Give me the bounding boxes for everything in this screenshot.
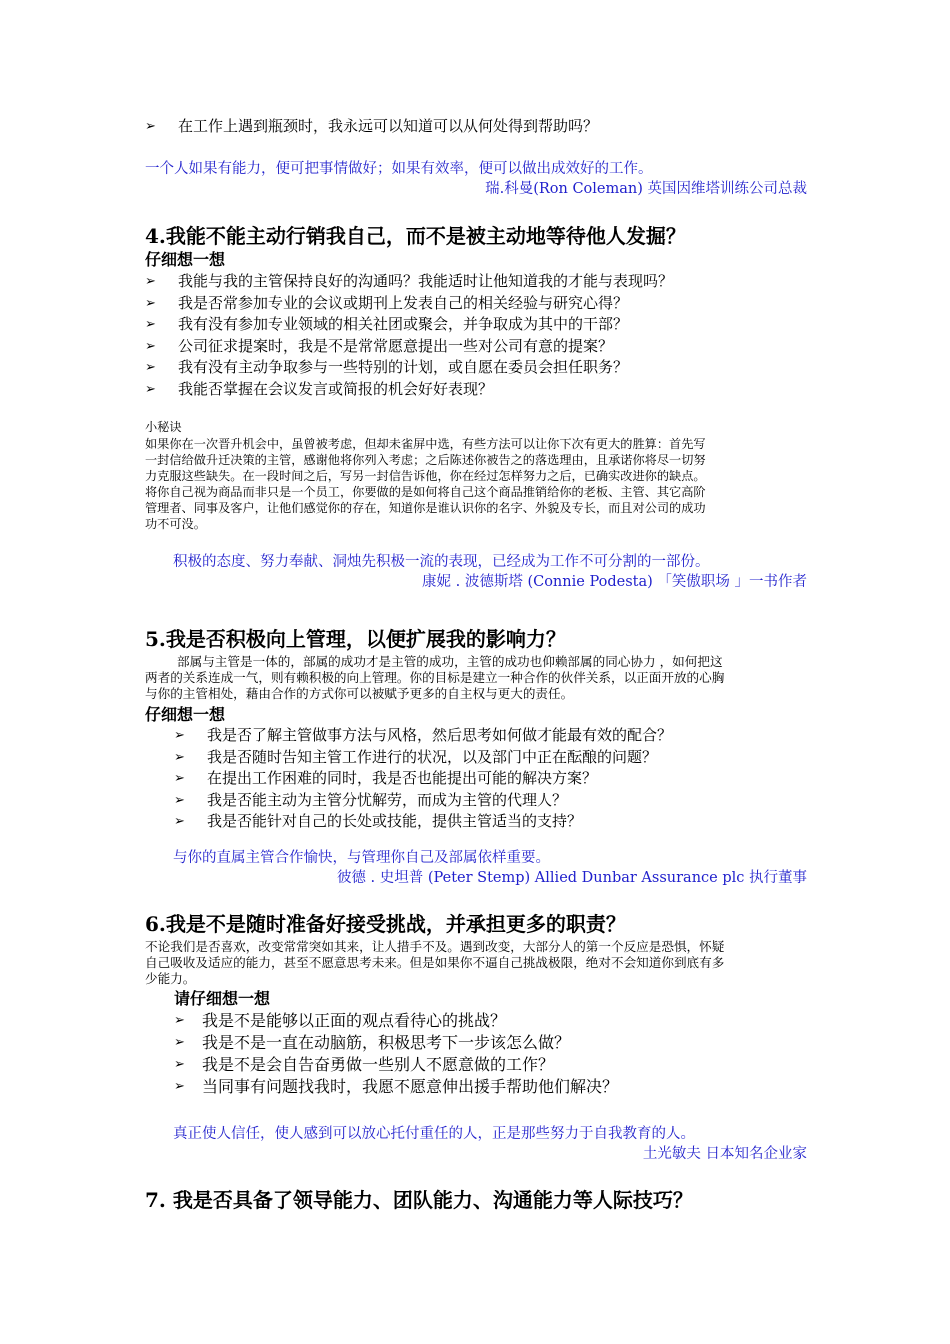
list-item: ➢ 在提出工作困难的同时，我是否也能提出可能的解决方案？ xyxy=(174,768,807,790)
section-6-heading: 6.我是不是随时准备好接受挑战，并承担更多的职责？ xyxy=(145,912,626,936)
list-item: ➢ 我是否能主动为主管分忧解劳，而成为主管的代理人？ xyxy=(174,790,807,812)
arrow-bullet-icon: ➢ xyxy=(174,1057,185,1072)
list-item: ➢ 我有没有参加专业领域的相关社团或聚会，并争取成为其中的干部？ xyxy=(145,314,807,336)
arrow-bullet-icon: ➢ xyxy=(145,338,156,354)
arrow-bullet-icon: ➢ xyxy=(145,295,156,311)
list-item: ➢ 公司征求提案时，我是不是常常愿意提出一些对公司有意的提案？ xyxy=(145,336,807,358)
arrow-bullet-icon: ➢ xyxy=(145,317,156,332)
list-item: ➢ 我是否随时告知主管工作进行的状况，以及部门中正在酝酿的问题？ xyxy=(174,747,807,769)
section-5-subheading: 仔细想一想 xyxy=(145,705,226,724)
list-item: ➢ 我能否掌握在会议发言或简报的机会好好表现？ xyxy=(145,379,807,401)
arrow-bullet-icon: ➢ xyxy=(174,1013,185,1028)
section-4-attribution: 康妮 . 波德斯塔 (Connie Podesta) 「笑傲职场 」一书作者 xyxy=(422,574,807,590)
list-item: ➢ 当同事有问题找我时，我愿不愿意伸出援手帮助他们解决？ xyxy=(174,1077,619,1096)
section-6-list xyxy=(174,1010,807,1098)
arrow-bullet-icon: ➢ xyxy=(174,1079,185,1094)
section-5-quote: 与你的直属主管合作愉快，与管理你自己及部属依样重要。 彼德 . 史坦普 (Peter Stemp) Allied Dunbar Assurance plc 执行董事 xyxy=(145,848,807,888)
section-6-attribution: 土光敏夫 日本知名企业家 xyxy=(642,1146,807,1162)
section-5-heading: 5.我是否积极向上管理，以便扩展我的影响力？ xyxy=(145,627,566,651)
section-5-attribution: 彼德 . 史坦普 (Peter Stemp) Allied Dunbar Assurance plc 执行董事 xyxy=(336,870,807,886)
list-item: ➢ 我是不是能够以正面的观点看待心的挑战？ xyxy=(174,1011,507,1030)
section-5-paragraph: 部属与主管是一体的，部属的成功才是主管的成功，主管的成功也仰赖部属的同心协力 ，如何把这 两者的关系连成一气，则有赖积极的向上管理。你的目标是建立一种合作的伙伴关系，以正面开放的心胸 与你的主管相处，藉由合作的方式你可以被赋予更多的自主权与更大的责任。 xyxy=(145,654,725,701)
arrow-bullet-icon: ➢ xyxy=(145,119,156,134)
list-item: ➢ 我是否能针对自己的长处或技能，提供主管适当的支持？ xyxy=(174,811,807,833)
arrow-bullet-icon: ➢ xyxy=(145,381,156,397)
list-item: ➢ 我有没有主动争取参与一些特别的计划，或自愿在委员会担任职务？ xyxy=(145,357,807,379)
arrow-bullet-icon: ➢ xyxy=(174,814,185,829)
intro-item: ➢ 在工作上遇到瓶颈时，我永远可以知道可以从何处得到帮助吗？ xyxy=(145,116,807,138)
intro-attribution: 瑞.科曼(Ron Coleman) 英国因维塔训练公司总裁 xyxy=(485,181,807,197)
section-4-subheading: 仔细想一想 xyxy=(145,250,226,269)
list-item: ➢ 我能与我的主管保持良好的沟通吗？我能适时让他知道我的才能与表现吗？ xyxy=(145,271,807,293)
tip-title: 小秘诀 xyxy=(145,420,182,434)
list-item: ➢ 我是否常参加专业的会议或期刊上发表自己的相关经验与研究心得？ xyxy=(145,293,807,315)
arrow-bullet-icon: ➢ xyxy=(174,792,185,808)
section-4-quote: 积极的态度、努力奉献、洞烛先积极一流的表现，已经成为工作不可分割的一部份。 康妮 . 波德斯塔 (Connie Podesta) 「笑傲职场 」一书作者 xyxy=(145,552,807,592)
section-5-list xyxy=(174,725,807,833)
arrow-bullet-icon: ➢ xyxy=(145,274,156,289)
list-item: ➢ 我是否了解主管做事方法与风格，然后思考如何做才能最有效的配合？ xyxy=(174,725,807,747)
tip-body: 如果你在一次晋升机会中，虽曾被考虑，但却未雀屏中选，有些方法可以让你下次有更大的胜算：首先写 一封信给做升迁决策的主管，感谢他将你列入考虑；之后陈述你被告之的落选理由，且承诺你将尽一切努 力克服这些缺失。在一段时间之后，写另一封信告诉他，你在经过怎样努力之后，已确实改进你的缺点。 将你自己视为商品而非只是一个员工，你要做的是如何将自己这个商品推销给你的老板、主管、其它高阶 管理者、同事及客户，让他们感觉你的存在，知道你是谁认识你的名字、外貌及专长，而且对公司的成功 功不可没。 xyxy=(145,437,706,531)
arrow-bullet-icon: ➢ xyxy=(174,728,185,743)
list-item: ➢ 我是不是会自告奋勇做一些别人不愿意做的工作？ xyxy=(174,1055,555,1074)
arrow-bullet-icon: ➢ xyxy=(174,771,185,786)
arrow-bullet-icon: ➢ xyxy=(174,749,185,765)
section-6-paragraph: 不论我们是否喜欢，改变常常突如其来，让人措手不及。遇到改变，大部分人的第一个反应是恐惧，怀疑 自己吸收及适应的能力，甚至不愿意思考未来。但是如果你不逼自己挑战极限，绝对不会知道你到底有多 少能力。 xyxy=(145,939,725,986)
arrow-bullet-icon: ➢ xyxy=(174,1035,185,1050)
section-4-list xyxy=(145,271,807,400)
section-7-heading: 7. 我是否具备了领导能力、团队能力、沟通能力等人际技巧？ xyxy=(145,1188,693,1212)
intro-quote: 一个人如果有能力，便可把事情做好；如果有效率，便可以做出成效好的工作。 瑞.科曼(Ron Coleman) 英国因维塔训练公司总裁 xyxy=(145,161,807,197)
section-6-quote: 真正使人信任，使人感到可以放心托付重任的人，正是那些努力于自我教育的人。 土光敏夫 日本知名企业家 xyxy=(145,1124,807,1164)
list-item: ➢ 我是不是一直在动脑筋，积极思考下一步该怎么做？ xyxy=(174,1033,571,1052)
section-6-subheading: 请仔细想一想 xyxy=(174,989,271,1008)
arrow-bullet-icon: ➢ xyxy=(145,360,156,375)
section-4-heading: 4.我能不能主动行销我自己，而不是被主动地等待他人发掘？ xyxy=(145,224,686,248)
